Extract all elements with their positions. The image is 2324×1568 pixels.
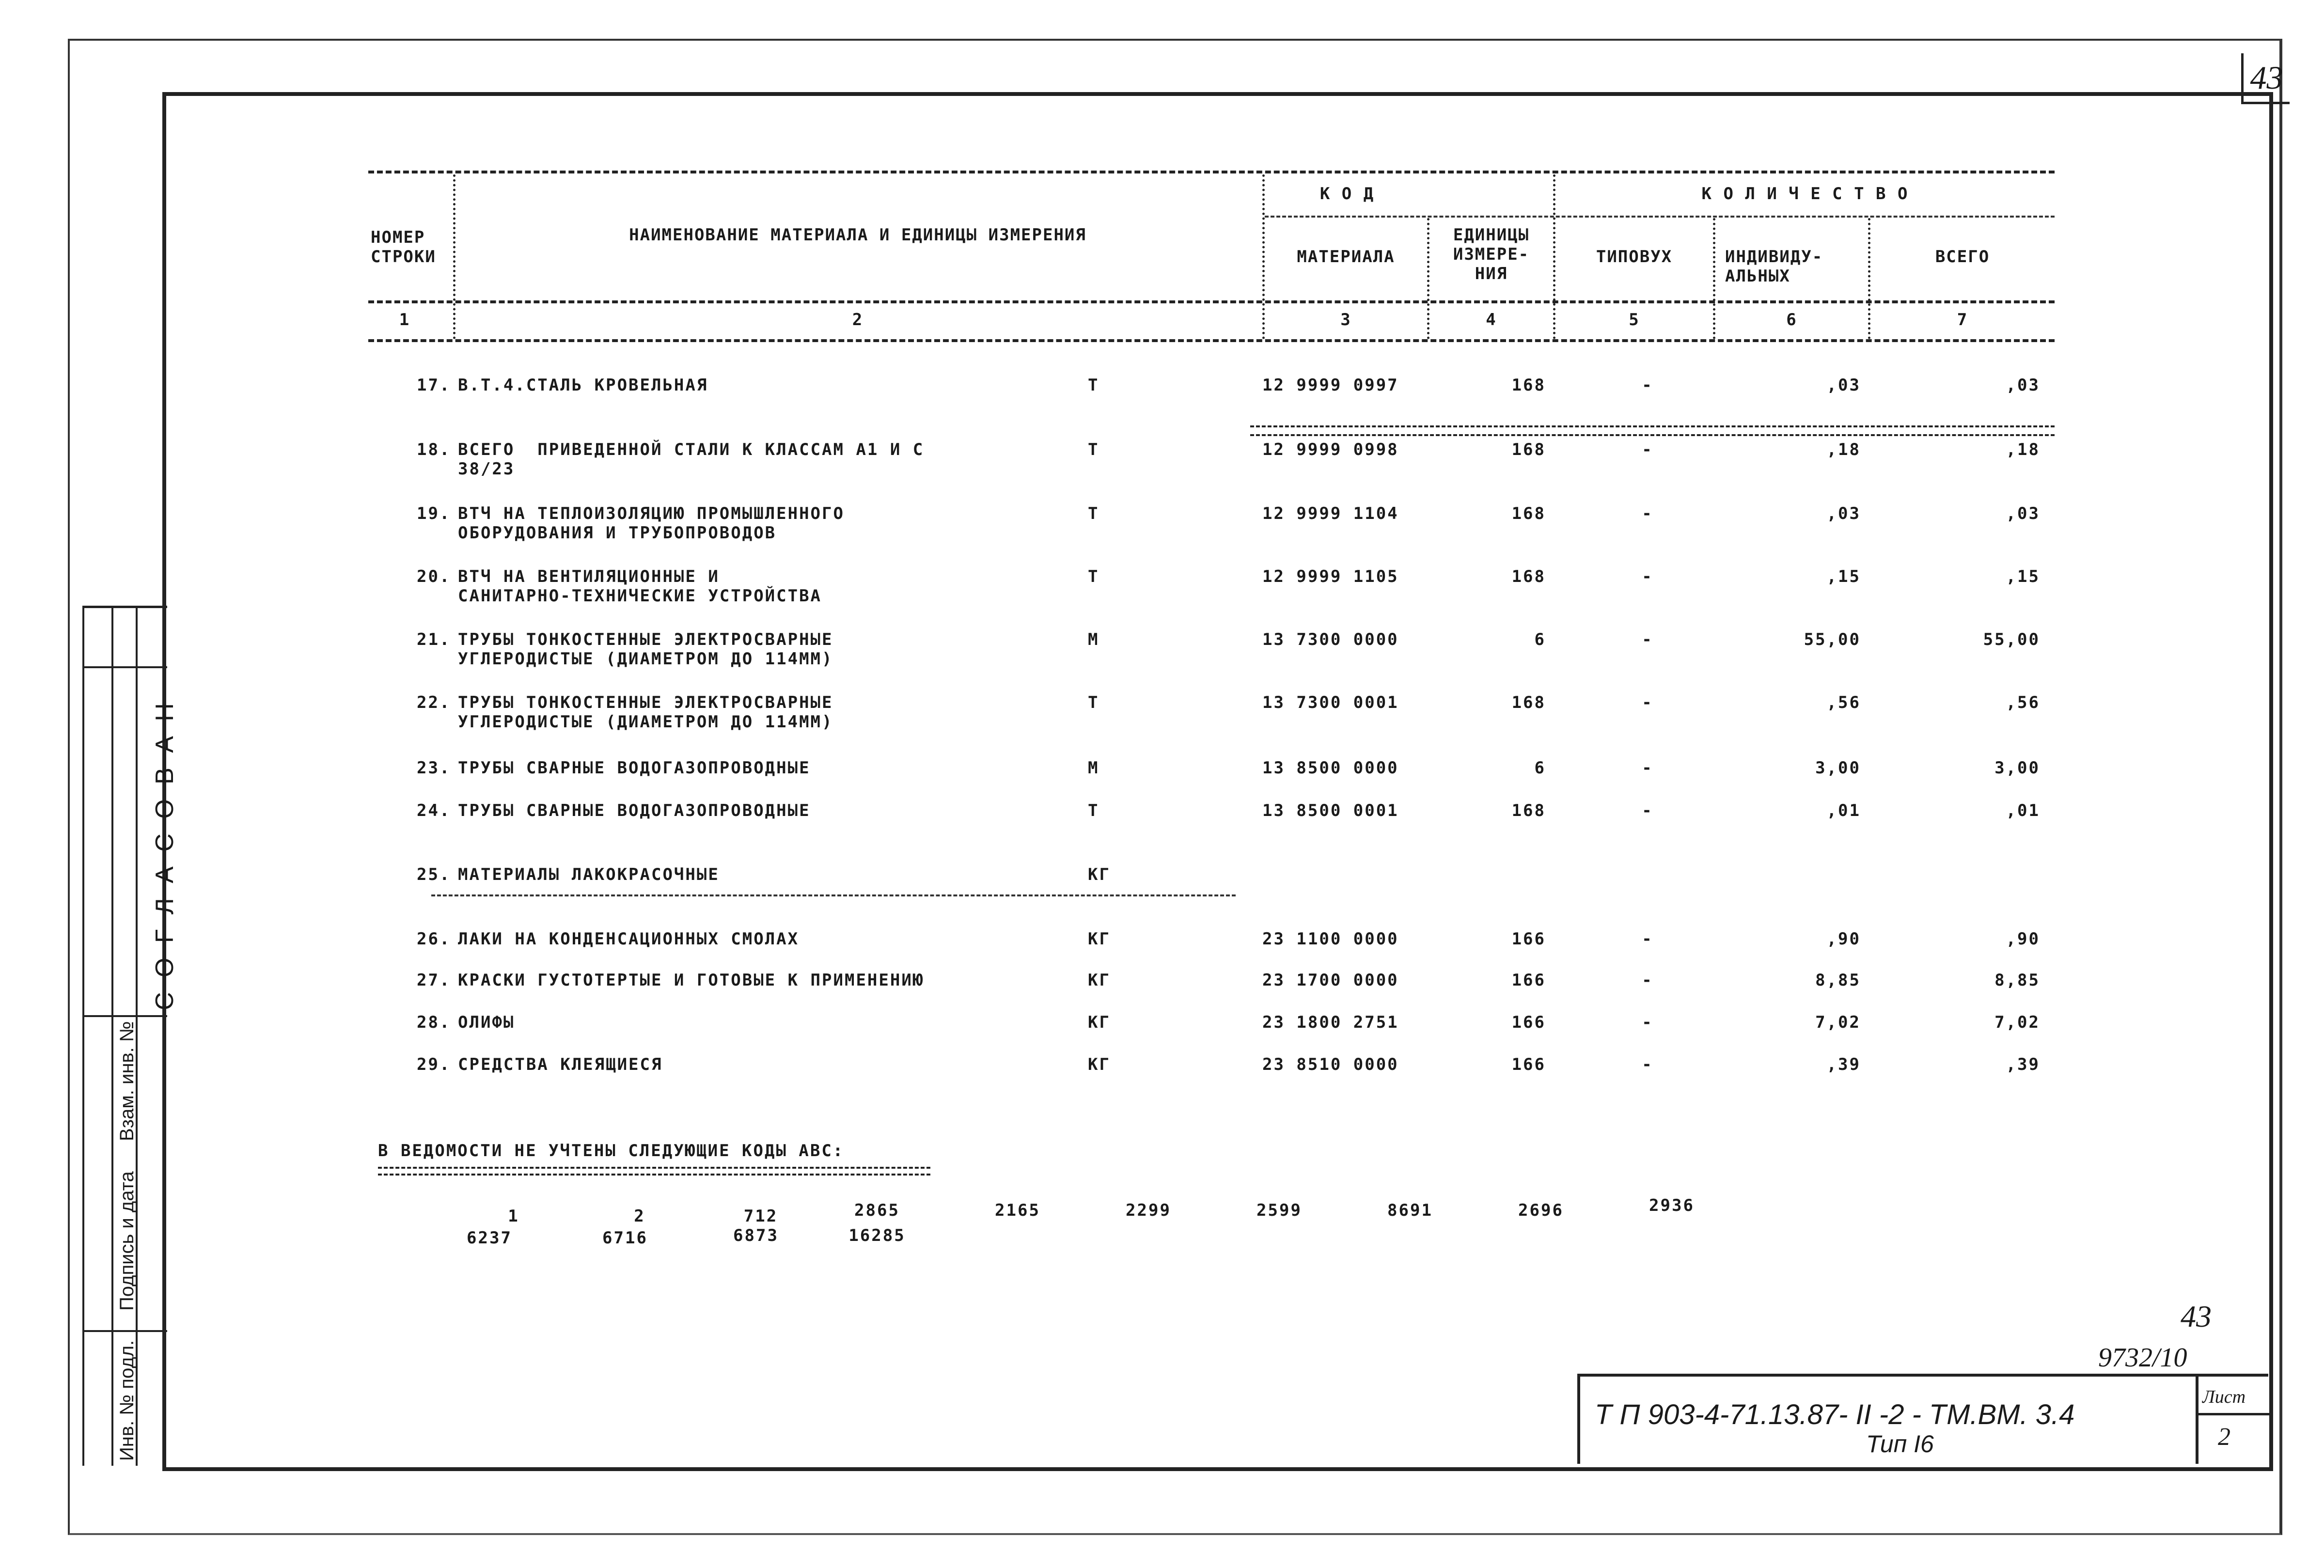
code-group-header: К О Д [1319, 184, 1375, 204]
row-typical: - [1642, 440, 1653, 459]
row-number: 25. [417, 865, 451, 884]
row-name: ТРУБЫ ТОНКОСТЕННЫЕ ЭЛЕКТРОСВАРНЫЕ УГЛЕРОДИСТЫЕ (ДИАМЕТРОМ ДО 114ММ) [458, 630, 833, 669]
row-material-code: 13 8500 0000 [1262, 758, 1399, 778]
abc-code: 16285 [848, 1226, 906, 1245]
row-total: ,18 [2006, 440, 2040, 459]
row-unit-code: 168 [1511, 693, 1546, 712]
row-individual: ,15 [1826, 567, 1861, 586]
col-row-number-header: НОМЕР СТРОКИ [371, 228, 436, 267]
table-row [0, 971, 2324, 1000]
sign-label: Подпись и дата [116, 1171, 138, 1311]
row-number: 24. [417, 801, 451, 820]
agreed-label: С О Г Л А С О В А Н [151, 699, 179, 1010]
row-unit-code: 166 [1511, 971, 1546, 990]
row-name: СРЕДСТВА КЛЕЯЩИЕСЯ [458, 1055, 663, 1074]
row-name: КРАСКИ ГУСТОТЕРТЫЕ И ГОТОВЫЕ К ПРИМЕНЕНИЮ [458, 971, 925, 990]
row-total: ,15 [2006, 567, 2040, 586]
col-number-7: 7 [1957, 310, 1968, 329]
col-number-1: 1 [399, 310, 410, 329]
col-number-6: 6 [1786, 310, 1797, 329]
row-material-code: 23 1100 0000 [1262, 929, 1399, 949]
row-typical: - [1642, 504, 1653, 523]
row-unit-code: 168 [1511, 567, 1546, 586]
row-total: ,56 [2006, 693, 2040, 712]
double-divider [1250, 425, 2055, 436]
row-unit: Т [1088, 376, 1099, 395]
row-number: 26. [417, 929, 451, 949]
row-number: 20. [417, 567, 451, 586]
row-unit: КГ [1088, 971, 1111, 990]
row-number: 28. [417, 1013, 451, 1032]
row-number: 29. [417, 1055, 451, 1074]
row-name: ТРУБЫ ТОНКОСТЕННЫЕ ЭЛЕКТРОСВАРНЫЕ УГЛЕРОДИСТЫЕ (ДИАМЕТРОМ ДО 114ММ) [458, 693, 833, 732]
row-unit-code: 168 [1511, 504, 1546, 523]
abc-code: 2299 [1126, 1201, 1171, 1220]
row-material-code: 12 9999 0998 [1262, 440, 1399, 459]
row-unit: Т [1088, 567, 1099, 586]
row-total: ,90 [2006, 929, 2040, 949]
table-row [0, 630, 2324, 678]
row-individual: ,90 [1826, 929, 1861, 949]
row-material-code: 13 8500 0001 [1262, 801, 1399, 820]
row-material-code: 23 1800 2751 [1262, 1013, 1399, 1032]
group-divider [431, 894, 1236, 896]
abc-code: 2 [634, 1207, 645, 1226]
row-material-code: 12 9999 0997 [1262, 376, 1399, 395]
row-number: 27. [417, 971, 451, 990]
col-total-header: ВСЕГО [1935, 247, 1990, 267]
row-unit-code: 166 [1511, 1055, 1546, 1074]
col-number-3: 3 [1340, 310, 1351, 329]
row-name: ВТЧ НА ВЕНТИЛЯЦИОННЫЕ И САНИТАРНО-ТЕХНИЧЕСКИЕ УСТРОЙСТВА [458, 567, 822, 606]
inv-label: Инв. № подл. [116, 1340, 138, 1461]
row-unit: Т [1088, 440, 1099, 459]
row-name: ОЛИФЫ [458, 1013, 515, 1032]
row-unit-code: 166 [1511, 929, 1546, 949]
row-typical: - [1642, 758, 1653, 778]
row-total: 55,00 [1983, 630, 2040, 649]
abc-code: 6873 [733, 1226, 779, 1245]
footnote-title: В ВЕДОМОСТИ НЕ УЧТЕНЫ СЛЕДУЮЩИЕ КОДЫ АВС: [378, 1141, 845, 1160]
table-row [0, 865, 2324, 894]
abc-code: 712 [743, 1207, 778, 1226]
table-row [0, 567, 2324, 615]
row-individual: 7,02 [1815, 1013, 1861, 1032]
page-number: 43 [2241, 53, 2290, 104]
table-row [0, 929, 2324, 958]
table-row [0, 440, 2324, 488]
col-number-5: 5 [1629, 310, 1640, 329]
row-unit-code: 168 [1511, 376, 1546, 395]
row-typical: - [1642, 693, 1653, 712]
row-individual: ,18 [1826, 440, 1861, 459]
row-individual: ,03 [1826, 504, 1861, 523]
title-block [1577, 1374, 2268, 1464]
abc-code: 6237 [467, 1228, 512, 1248]
row-total: ,03 [2006, 504, 2040, 523]
row-typical: - [1642, 630, 1653, 649]
vzam-label: Взам. инв. № [116, 1021, 138, 1141]
row-total: ,03 [2006, 376, 2040, 395]
row-name: ВТЧ НА ТЕПЛОИЗОЛЯЦИЮ ПРОМЫШЛЕННОГО ОБОРУДОВАНИЯ И ТРУБОПРОВОДОВ [458, 504, 845, 543]
row-typical: - [1642, 1013, 1653, 1032]
abc-code: 8691 [1387, 1201, 1433, 1220]
row-typical: - [1642, 376, 1653, 395]
row-unit: Т [1088, 801, 1099, 820]
row-unit: М [1088, 758, 1099, 778]
row-total: 3,00 [1994, 758, 2040, 778]
row-unit: КГ [1088, 1055, 1111, 1074]
abc-code: 1 [508, 1207, 519, 1226]
row-name: ЛАКИ НА КОНДЕНСАЦИОННЫХ СМОЛАХ [458, 929, 800, 949]
row-individual: 3,00 [1815, 758, 1861, 778]
row-name: ТРУБЫ СВАРНЫЕ ВОДОГАЗОПРОВОДНЫЕ [458, 758, 811, 778]
row-unit: М [1088, 630, 1099, 649]
row-typical: - [1642, 801, 1653, 820]
sheet-number: 2 [2218, 1423, 2230, 1451]
col-name-header: НАИМЕНОВАНИЕ МАТЕРИАЛА И ЕДИНИЦЫ ИЗМЕРЕНИЯ [629, 225, 1086, 245]
row-individual: ,39 [1826, 1055, 1861, 1074]
row-typical: - [1642, 567, 1653, 586]
sheet-label: Лист [2202, 1387, 2246, 1407]
col-number-2: 2 [852, 310, 864, 329]
table-row [0, 504, 2324, 552]
table-row [0, 801, 2324, 830]
row-individual: ,56 [1826, 693, 1861, 712]
row-typical: - [1642, 1055, 1653, 1074]
row-number: 17. [417, 376, 451, 395]
row-name: МАТЕРИАЛЫ ЛАКОКРАСОЧНЫЕ [458, 865, 720, 884]
abc-code: 6716 [602, 1228, 648, 1248]
row-material-code: 13 7300 0000 [1262, 630, 1399, 649]
col-material-header: МАТЕРИАЛА [1297, 247, 1395, 267]
row-total: ,01 [2006, 801, 2040, 820]
quantity-group-header: К О Л И Ч Е С Т В О [1701, 184, 1909, 204]
row-material-code: 23 1700 0000 [1262, 971, 1399, 990]
col-typical-header: ТИПОВУХ [1596, 247, 1673, 267]
footnote-underline [378, 1167, 930, 1176]
row-material-code: 12 9999 1105 [1262, 567, 1399, 586]
row-individual: ,01 [1826, 801, 1861, 820]
table-row [0, 1013, 2324, 1042]
col-individual-header: ИНДИВИДУ- АЛЬНЫХ [1725, 247, 1823, 286]
abc-code: 2165 [995, 1201, 1040, 1220]
row-material-code: 12 9999 1104 [1262, 504, 1399, 523]
row-unit-code: 6 [1534, 758, 1546, 778]
abc-code: 2696 [1518, 1201, 1564, 1220]
handwritten-reference: 9732/10 [2098, 1343, 2187, 1373]
row-number: 18. [417, 440, 451, 459]
row-number: 22. [417, 693, 451, 712]
row-unit: Т [1088, 504, 1099, 523]
row-unit: КГ [1088, 929, 1111, 949]
table-row [0, 376, 2324, 414]
table-row [0, 758, 2324, 787]
row-material-code: 13 7300 0001 [1262, 693, 1399, 712]
row-name: ВСЕГО ПРИВЕДЕННОЙ СТАЛИ К КЛАССАМ А1 И С 38/23 [458, 440, 925, 479]
row-typical: - [1642, 929, 1653, 949]
row-material-code: 23 8510 0000 [1262, 1055, 1399, 1074]
row-number: 21. [417, 630, 451, 649]
row-unit: Т [1088, 693, 1099, 712]
handwritten-page-number: 43 [2181, 1299, 2212, 1333]
row-name: В.Т.4.СТАЛЬ КРОВЕЛЬНАЯ [458, 376, 708, 395]
row-unit-code: 6 [1534, 630, 1546, 649]
table-row [0, 693, 2324, 741]
row-unit: КГ [1088, 865, 1111, 884]
row-number: 19. [417, 504, 451, 523]
row-total: 7,02 [1994, 1013, 2040, 1032]
row-number: 23. [417, 758, 451, 778]
abc-code: 2865 [854, 1201, 900, 1220]
document-code: Т П 903-4-71.13.87- II -2 - ТМ.ВМ. 3.4 [1595, 1399, 2075, 1430]
row-unit-code: 168 [1511, 801, 1546, 820]
row-unit: КГ [1088, 1013, 1111, 1032]
col-unit-header: ЕДИНИЦЫ ИЗМЕРЕ- НИЯ [1453, 225, 1530, 283]
table-row [0, 1055, 2324, 1084]
row-typical: - [1642, 971, 1653, 990]
row-total: ,39 [2006, 1055, 2040, 1074]
col-number-4: 4 [1486, 310, 1497, 329]
row-name: ТРУБЫ СВАРНЫЕ ВОДОГАЗОПРОВОДНЫЕ [458, 801, 811, 820]
row-individual: ,03 [1826, 376, 1861, 395]
row-individual: 55,00 [1804, 630, 1861, 649]
row-unit-code: 166 [1511, 1013, 1546, 1032]
row-total: 8,85 [1994, 971, 2040, 990]
sheet-cell [2196, 1377, 2271, 1464]
document-type: Тип I6 [1866, 1430, 1934, 1458]
abc-code: 2599 [1256, 1201, 1302, 1220]
row-individual: 8,85 [1815, 971, 1861, 990]
abc-code: 2936 [1649, 1196, 1695, 1215]
row-unit-code: 168 [1511, 440, 1546, 459]
